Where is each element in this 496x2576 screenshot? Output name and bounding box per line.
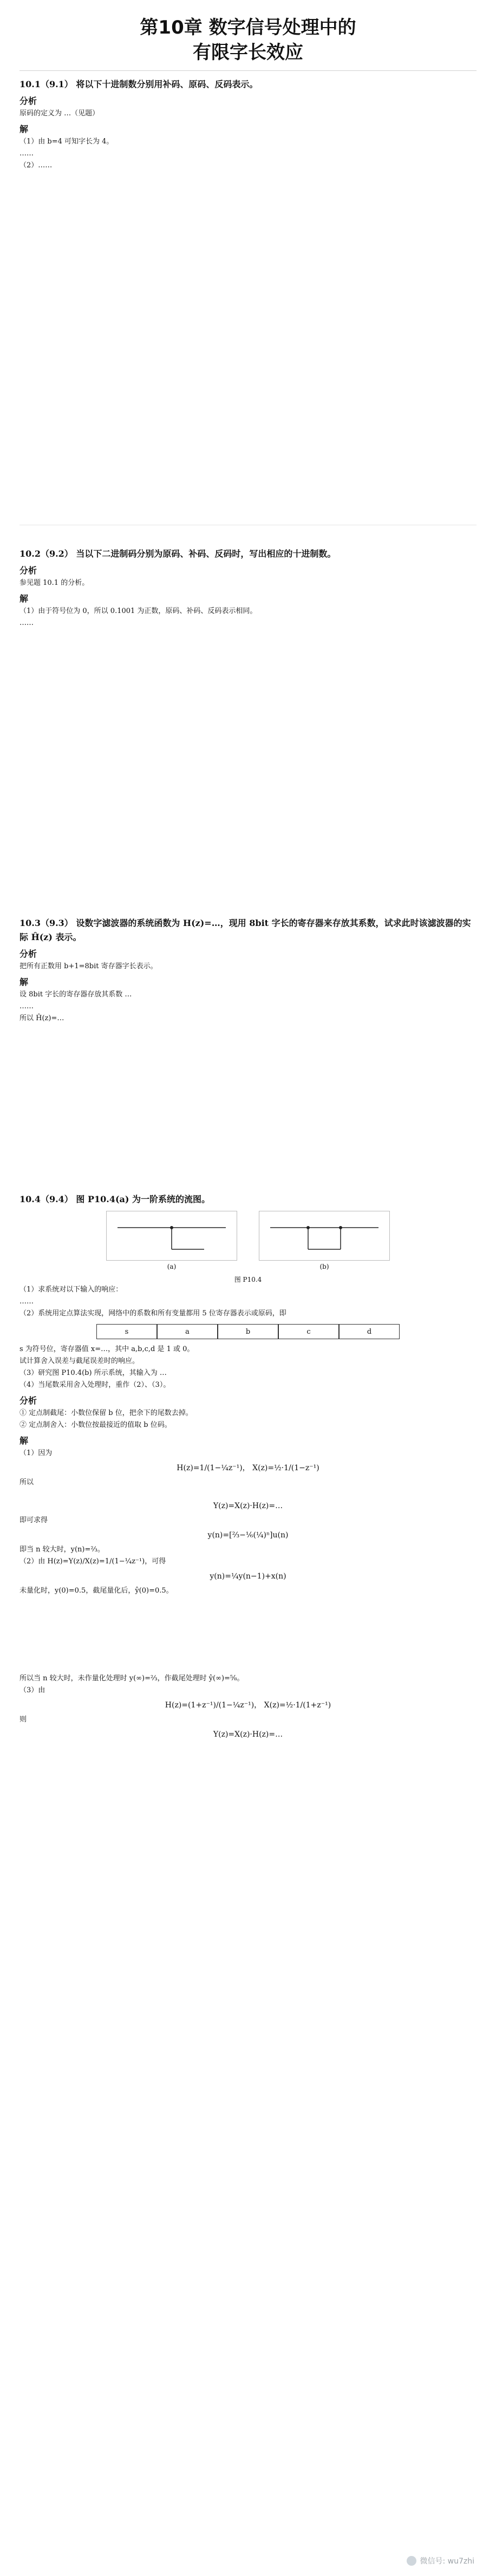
solution-line: （2）…… [19, 161, 53, 169]
problem-head [19, 1192, 477, 1207]
equation: y(n)=¼y(n−1)+x(n) [210, 1572, 286, 1581]
problem-prompt: 图 P10.4(a) 为一阶系统的流图。 [76, 1194, 211, 1204]
page-break [19, 525, 477, 542]
problem-number: 10.3（9.3） [19, 918, 73, 928]
analysis-text: 原码的定义为 …（见题） [19, 109, 100, 118]
problem-prompt: 将以下十进制数分别用补码、原码、反码表示。 [76, 79, 258, 89]
solution-title: 解 [19, 124, 29, 134]
divider [19, 70, 477, 71]
equation: Y(z)=X(z)·H(z)=… [213, 1502, 283, 1510]
problem-line: s 为符号位，寄存器值 x=…，其中 a,b,c,d 是 1 或 0。 [19, 1345, 194, 1353]
solution-title: 解 [19, 594, 29, 604]
analysis-title: 分析 [19, 565, 37, 576]
solution-line: 设 8bit 字长的寄存器存放其系数 … [19, 990, 132, 999]
solution-line: 即当 n 较大时，y(n)=⅔。 [19, 1545, 105, 1554]
solution-line: 则 [19, 1716, 27, 1724]
solution-title: 解 [19, 977, 29, 987]
chapter-title-line-1: 第10章 数字信号处理中的 [140, 17, 356, 38]
solution-line: 即可求得 [19, 1516, 48, 1524]
solution-line: （2）由 H(z)=Y(z)/X(z)=1/(1−¼z⁻¹)，可得 [19, 1557, 166, 1566]
equation: H(z)=(1+z⁻¹)/(1−¼z⁻¹)， X(z)=½·1/(1+z⁻¹) [165, 1701, 331, 1710]
register-cell: b [218, 1324, 278, 1339]
flowgraph-b-drawing [259, 1211, 389, 1260]
problem-head [19, 916, 477, 944]
wechat-icon [407, 2556, 416, 2566]
problem-prompt: 当以下二进制码分别为原码、补码、反码时，写出相应的十进制数。 [76, 549, 336, 559]
problem-line: （1）求系统对以下输入的响应： [19, 1286, 123, 1294]
register-table [19, 1324, 477, 1339]
figure-p10-4 [19, 1211, 477, 1270]
analysis-title: 分析 [19, 949, 37, 959]
problem-number: 10.4（9.4） [19, 1194, 73, 1204]
figure-caption: 图 P10.4 [234, 1276, 262, 1283]
equation: Y(z)=X(z)·H(z)=… [213, 1730, 283, 1739]
solution-line: 所以 Ĥ(z)=… [19, 1014, 64, 1022]
solution-body-placeholder [19, 172, 477, 518]
solution-line: …… [19, 619, 34, 627]
problem-prompt: 设数字滤波器的系统函数为 H(z)=…，现用 8bit 字长的寄存器来存放其系数，试求此时该滤波器的实际 Ĥ(z) 表示。 [19, 918, 471, 942]
flowgraph-b [259, 1211, 390, 1261]
solution-line: （1）由 b=4 可知字长为 4。 [19, 138, 114, 146]
register-cell: d [339, 1324, 400, 1339]
solution-line: （1）由于符号位为 0，所以 0.1001 为正数，原码、补码、反码表示相同。 [19, 607, 257, 615]
problem-10-4 [19, 1192, 477, 1741]
problem-line: （3）研究图 P10.4(b) 所示系统，其输入为 … [19, 1369, 167, 1377]
problem-number: 10.2（9.2） [19, 549, 73, 559]
watermark [407, 2555, 474, 2566]
chapter-title [19, 15, 477, 65]
solution-line: …… [19, 1002, 34, 1010]
solution-line: （3）由 [19, 1686, 45, 1694]
problem-line: 试计算舍入误差与截尾误差时的响应。 [19, 1357, 140, 1365]
flowgraph-a [106, 1211, 237, 1261]
analysis-line: ② 定点制舍入：小数位按最接近的值取 b 位码。 [19, 1421, 172, 1429]
problem-10-2 [19, 547, 477, 911]
solution-line: 所以当 n 较大时，未作量化处理时 y(∞)=⅔，作截尾处理时 ŷ(∞)=⅝。 [19, 1674, 244, 1682]
problem-line: …… [19, 1297, 34, 1306]
analysis-text: 参见题 10.1 的分析。 [19, 579, 89, 587]
problem-head [19, 77, 477, 92]
problem-10-3 [19, 916, 477, 1187]
figure-b-label: (b) [319, 1263, 329, 1270]
watermark-text: 微信号: wu7zhi [420, 2557, 474, 2566]
register-cell: c [278, 1324, 339, 1339]
analysis-title: 分析 [19, 96, 37, 106]
problem-head [19, 547, 477, 561]
equation: H(z)=1/(1−¼z⁻¹)， X(z)=½·1/(1−z⁻¹) [177, 1464, 319, 1472]
problem-line: （4）当尾数采用舍入处理时，重作（2）、（3）。 [19, 1381, 171, 1389]
flowgraph-a-drawing [107, 1211, 237, 1260]
equation: y(n)=[⅔−⅙(¼)ⁿ]u(n) [207, 1531, 289, 1540]
solution-line: …… [19, 149, 34, 158]
solution-line: （1）因为 [19, 1449, 53, 1457]
problem-number: 10.1（9.1） [19, 79, 73, 89]
problem-10-1 [19, 77, 477, 518]
solution-title: 解 [19, 1436, 29, 1446]
spacer [19, 1489, 477, 1497]
chapter-title-line-2: 有限字长效应 [193, 42, 303, 63]
analysis-line: ① 定点制截尾：小数位保留 b 位，把余下的尾数去掉。 [19, 1409, 193, 1417]
register-cell: a [157, 1324, 218, 1339]
solution-body-placeholder [19, 629, 477, 911]
problem-line: （2）系统用定点算法实现，网络中的系数和所有变量都用 5 位寄存器表示或原码，即 [19, 1309, 286, 1318]
solution-line: 未量化时，y(0)=0.5，截尾量化后，ŷ(0)=0.5。 [19, 1587, 173, 1595]
solution-body-placeholder [19, 1025, 477, 1187]
figure-a-label: (a) [167, 1263, 177, 1270]
solution-body-placeholder [19, 1597, 477, 1673]
analysis-title: 分析 [19, 1395, 37, 1406]
solution-line: 所以 [19, 1478, 34, 1486]
register-cell: s [96, 1324, 157, 1339]
analysis-text: 把所有正数用 b+1=8bit 寄存器字长表示。 [19, 962, 158, 970]
